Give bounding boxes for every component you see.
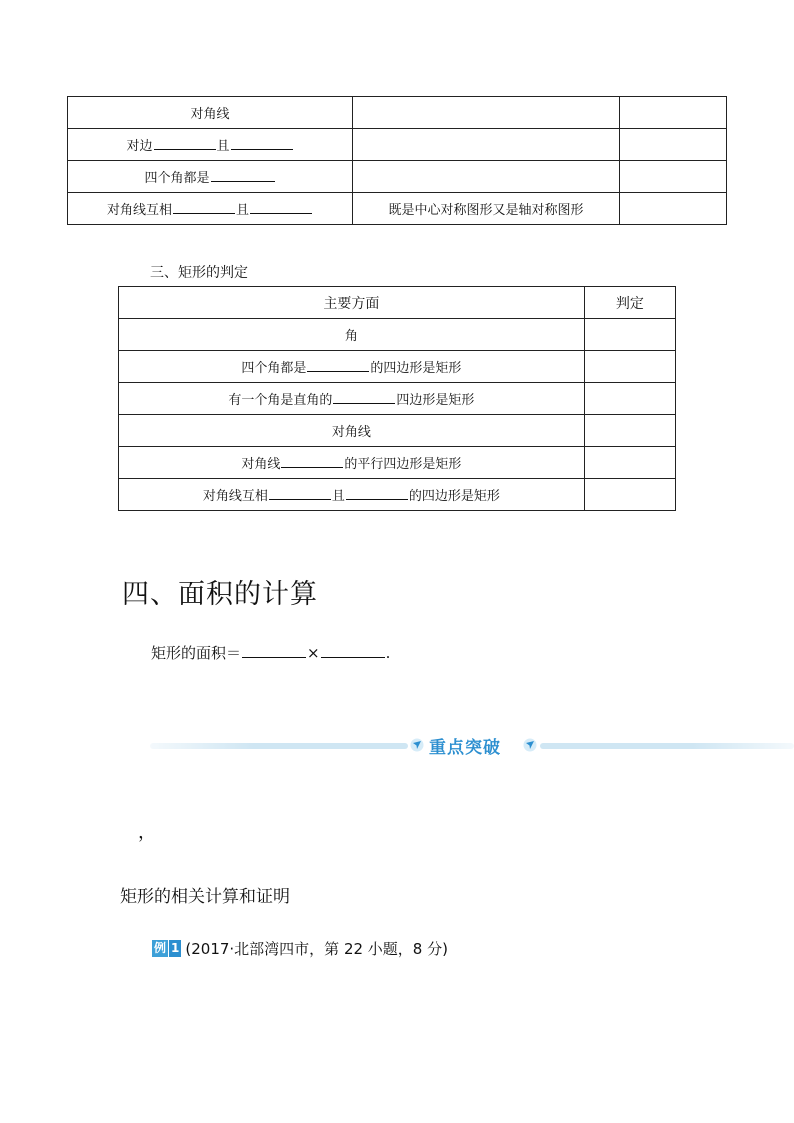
column-header: 判定 xyxy=(584,287,675,319)
fill-blank[interactable] xyxy=(269,487,331,500)
stray-punctuation: ， xyxy=(138,822,156,843)
table-cell: 有一个角是直角的 四边形是矩形 xyxy=(119,383,585,415)
table-cell xyxy=(584,383,675,415)
paper-plane-icon xyxy=(523,738,537,752)
table-cell: 对角线 的平行四边形是矩形 xyxy=(119,447,585,479)
fill-blank[interactable] xyxy=(211,169,275,182)
banner-line xyxy=(150,743,408,749)
section-heading: 三、矩形的判定 xyxy=(150,265,248,281)
fill-blank[interactable] xyxy=(242,645,306,658)
table-cell xyxy=(620,129,727,161)
table-cell xyxy=(353,97,620,129)
section-heading: 四、面积的计算 xyxy=(122,579,318,610)
table-row xyxy=(68,129,727,161)
fill-blank[interactable] xyxy=(321,645,385,658)
table-row xyxy=(119,479,676,511)
table-cell: 四个角都是 xyxy=(68,161,353,193)
fill-blank[interactable] xyxy=(231,137,293,150)
area-formula: 矩形的面积＝ × . xyxy=(151,644,391,662)
fill-blank[interactable] xyxy=(250,201,312,214)
table-cell xyxy=(584,319,675,351)
table-cell: 对角线互相 且 的四边形是矩形 xyxy=(119,479,585,511)
fill-blank[interactable] xyxy=(307,359,369,372)
table-row xyxy=(119,415,676,447)
table-cell: 对边 且 xyxy=(68,129,353,161)
example-badge: 例 1 xyxy=(154,941,180,955)
table-header-row xyxy=(119,287,676,319)
example-source: (2017·北部湾四市，第 22 小题，8 分) xyxy=(185,940,448,958)
table-cell: 对角线互相 且 xyxy=(68,193,353,225)
fill-blank[interactable] xyxy=(346,487,408,500)
table-cell xyxy=(584,415,675,447)
properties-table xyxy=(67,96,727,225)
table-cell: 既是中心对称图形又是轴对称图形 xyxy=(353,193,620,225)
fill-blank[interactable] xyxy=(281,455,343,468)
banner-title: 重点突破 xyxy=(429,738,501,758)
topic-heading: 矩形的相关计算和证明 xyxy=(120,887,290,907)
table-cell xyxy=(584,479,675,511)
table-row xyxy=(119,351,676,383)
fill-blank[interactable] xyxy=(173,201,235,214)
table-row xyxy=(119,383,676,415)
table-row xyxy=(119,319,676,351)
paper-plane-icon xyxy=(410,738,424,752)
table-row xyxy=(119,447,676,479)
table-cell xyxy=(584,447,675,479)
fill-blank[interactable] xyxy=(154,137,216,150)
table-row xyxy=(68,97,727,129)
table-cell xyxy=(620,161,727,193)
table-cell xyxy=(353,129,620,161)
table-row xyxy=(68,161,727,193)
column-header: 主要方面 xyxy=(119,287,585,319)
table-cell: 角 xyxy=(119,319,585,351)
table-cell xyxy=(353,161,620,193)
table-cell xyxy=(620,193,727,225)
example-line xyxy=(152,938,448,959)
table-cell xyxy=(620,97,727,129)
table-row xyxy=(68,193,727,225)
table-cell: 四个角都是 的四边形是矩形 xyxy=(119,351,585,383)
fill-blank[interactable] xyxy=(333,391,395,404)
key-points-banner xyxy=(150,733,794,759)
determination-table xyxy=(118,286,676,511)
table-cell: 对角线 xyxy=(119,415,585,447)
banner-line xyxy=(540,743,794,749)
table-cell xyxy=(584,351,675,383)
table-cell: 对角线 xyxy=(68,97,353,129)
